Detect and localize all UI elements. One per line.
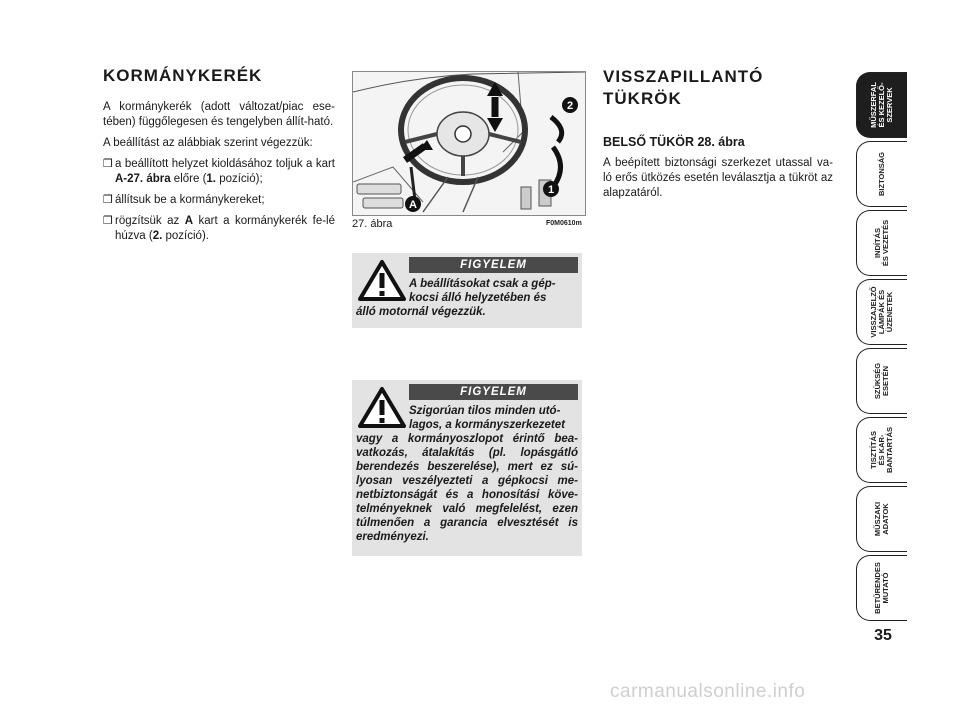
bullet-item-1: ❒ a beállított helyzet kioldásához toljuk a kart A-27. ábra előre (1. pozíció); [103, 158, 335, 185]
warning-header: FIGYELEM [409, 384, 578, 400]
checkbox-bullet-icon: ❒ [103, 215, 113, 227]
tab-muszerfal[interactable]: MŰSZERFAL ÉS KEZELŐ- SZERVEK [856, 72, 907, 138]
figure-caption: 27. ábra [352, 218, 393, 230]
bullet-item-2: ❒ állítsuk be a kormánykereket; [103, 194, 265, 206]
tab-beturendes[interactable]: BETŰRENDES MUTATÓ [856, 555, 907, 621]
checkbox-bullet-icon: ❒ [103, 158, 113, 170]
steering-wheel-figure [352, 71, 586, 216]
paragraph-1: A kormánykerék (adott változat/piac ese-tében) függőlegesen és tengelyben állít-ható. [103, 101, 335, 128]
section-title-visszapillanto: VISSZAPILLANTÓ TÜKRÖK [603, 67, 764, 108]
label-2: 2 [566, 100, 574, 112]
figure-code: F0M0610m [546, 220, 582, 227]
tab-inditas[interactable]: INDÍTÁS ÉS VEZETÉS [856, 210, 907, 276]
tab-visszajelzo[interactable]: VISSZAJELZŐ LÁMPÁK ÉS ÜZENETEK [856, 279, 907, 345]
tab-biztonsag[interactable]: BIZTONSÁG [856, 141, 907, 207]
warning-box-1 [352, 253, 582, 328]
label-a: A [409, 199, 417, 211]
page-number: 35 [874, 627, 892, 644]
tab-szukseg[interactable]: SZÜKSÉG ESETÉN [856, 348, 907, 414]
watermark: carmanualsonline.info [610, 681, 806, 702]
steering-wheel-illustration-icon [353, 72, 585, 215]
section-title-kormanykerek: KORMÁNYKERÉK [103, 66, 263, 85]
checkbox-bullet-icon: ❒ [103, 194, 113, 206]
label-1: 1 [547, 184, 555, 196]
subsection-text: A beépített biztonsági szerkezet utassal va-ló erős ütközés esetén leválasztja a tükröt az alapzatáról. [603, 157, 833, 199]
tab-tisztitas[interactable]: TISZTÍTÁS ÉS KAR- BANTARTÁS [856, 417, 907, 483]
bullet-item-3: ❒ rögzítsük az A kart a kormánykerék fe-lé húzva (2. pozíció). [103, 215, 335, 242]
warning-text: Szigorúan tilos minden utó- lagos, a kormányszerkezetet vagy a kormányoszlopot érintő bea-vatkozás, átalakítás (pl. lopásgátló berendezés beszerelése), mert ez sú-lyosan veszélyezteti a gépkocsi me-netbiztonságát és a honosítási köve-telményeknek való megfelelést, ezen túlmenően a garancia elvesztését is eredményezi. [356, 405, 578, 543]
left-column [103, 100, 335, 250]
paragraph-2: A beállítást az alábbiak szerint végezzük: [103, 137, 313, 149]
subsection-title: BELSŐ TÜKÖR 28. ábra [603, 135, 745, 149]
warning-text: A beállításokat csak a gép- kocsi álló helyzetében és álló motornál végezzük. [356, 278, 556, 318]
warning-box-2 [352, 380, 582, 556]
warning-header: FIGYELEM [409, 257, 578, 273]
tab-muszaki[interactable]: MŰSZAKI ADATOK [856, 486, 907, 552]
